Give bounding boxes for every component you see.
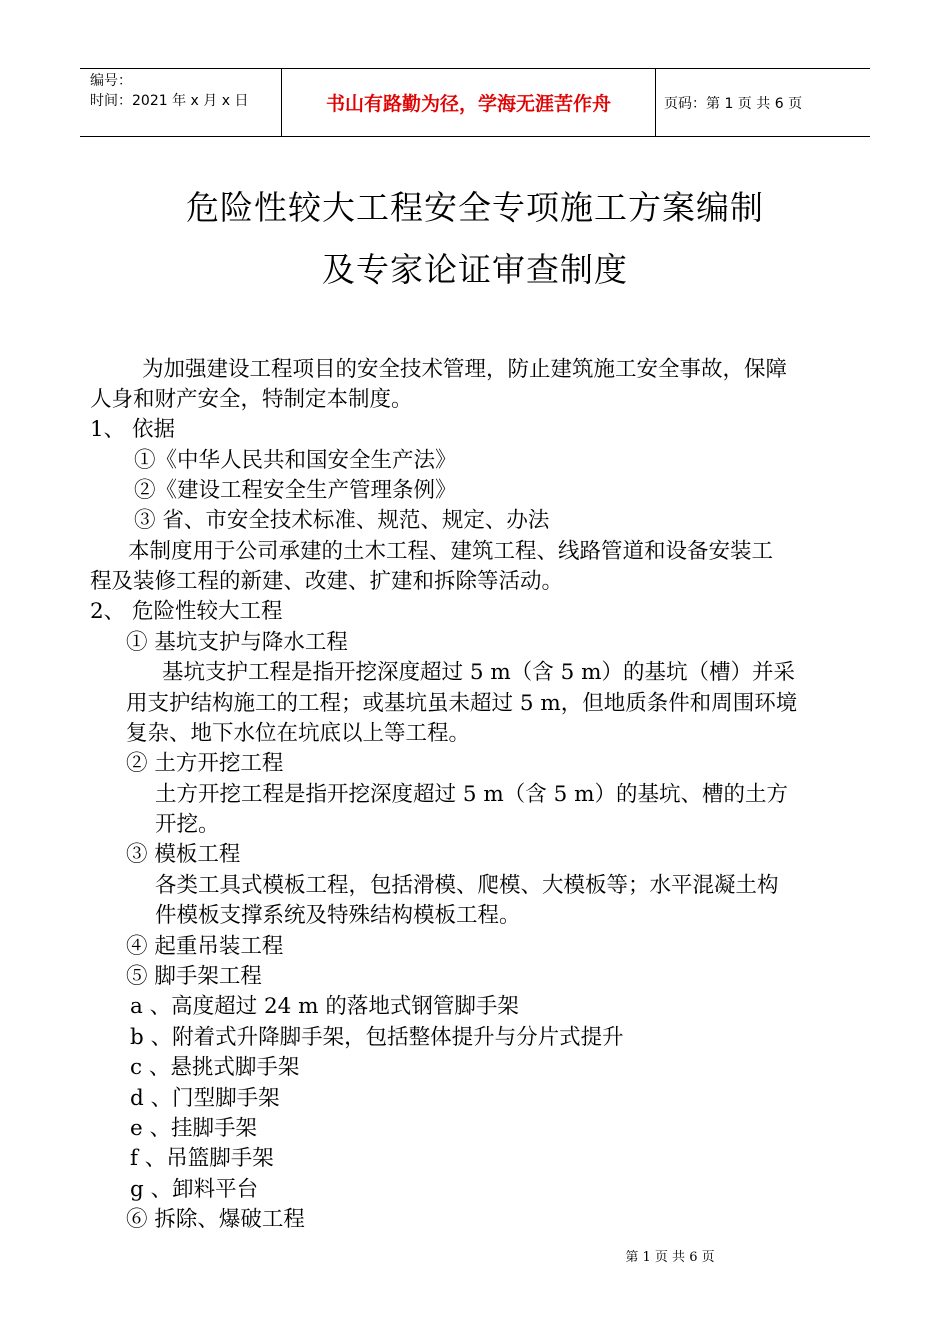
subsection-heading: ① 基坑支护与降水工程	[126, 630, 348, 655]
title-line-1: 危险性较大工程安全专项施工方案编制	[186, 188, 764, 227]
list-item: a 、高度超过 24 m 的落地式钢管脚手架	[130, 994, 519, 1019]
page-label: 页码：第 1 页 共 6 页	[664, 95, 803, 112]
list-item: g 、卸料平台	[130, 1177, 259, 1202]
paragraph-line: 用支护结构施工的工程；或基坑虽未超过 5 m，但地质条件和周围环境	[126, 691, 798, 716]
page-footer: 第 1 页 共 6 页	[625, 1250, 715, 1265]
paragraph-line: 开挖。	[155, 812, 220, 837]
list-item: ①《中华人民共和国安全生产法》	[134, 448, 457, 473]
paragraph-line: 本制度用于公司承建的土木工程、建筑工程、线路管道和设备安装工	[128, 539, 774, 564]
list-item: f 、吊篮脚手架	[130, 1146, 274, 1171]
subsection-heading: ⑤ 脚手架工程	[126, 964, 262, 989]
date-label: 时间：2021 年 x 月 x 日	[90, 93, 249, 109]
paragraph-line: 程及装修工程的新建、改建、扩建和拆除等活动。	[90, 569, 564, 594]
title-line-2: 及专家论证审查制度	[322, 250, 628, 289]
section-heading: 2、 危险性较大工程	[90, 599, 283, 624]
subsection-heading: ③ 模板工程	[126, 842, 241, 867]
motto: 书山有路勤为径，学海无涯苦作舟	[282, 69, 656, 136]
list-item: ③ 省、市安全技术标准、规范、规定、办法	[134, 508, 550, 533]
paragraph-line: 各类工具式模板工程，包括滑模、爬模、大模板等；水平混凝土构	[155, 873, 779, 898]
paragraph-line: 土方开挖工程是指开挖深度超过 5 m（含 5 m）的基坑、槽的土方	[155, 782, 788, 807]
paragraph-line: 人身和财产安全，特制定本制度。	[90, 387, 413, 412]
number-label: 编号：	[90, 73, 132, 89]
list-item: e 、挂脚手架	[130, 1116, 258, 1141]
subsection-heading: ④ 起重吊装工程	[126, 934, 284, 959]
subsection-heading: ⑥ 拆除、爆破工程	[126, 1207, 305, 1232]
paragraph-line: 为加强建设工程项目的安全技术管理，防止建筑施工安全事故，保障	[142, 357, 788, 382]
header-table	[80, 68, 870, 137]
subsection-heading: ② 土方开挖工程	[126, 751, 284, 776]
section-heading: 1、 依据	[90, 417, 176, 442]
paragraph-line: 件模板支撑系统及特殊结构模板工程。	[155, 903, 521, 928]
list-item: ②《建设工程安全生产管理条例》	[134, 478, 457, 503]
paragraph-line: 基坑支护工程是指开挖深度超过 5 m（含 5 m）的基坑（槽）并采	[162, 660, 795, 685]
list-item: c 、悬挑式脚手架	[130, 1055, 300, 1080]
list-item: d 、门型脚手架	[130, 1086, 280, 1111]
list-item: b 、附着式升降脚手架，包括整体提升与分片式提升	[130, 1025, 624, 1050]
paragraph-line: 复杂、地下水位在坑底以上等工程。	[126, 721, 471, 746]
header-meta	[80, 69, 282, 136]
